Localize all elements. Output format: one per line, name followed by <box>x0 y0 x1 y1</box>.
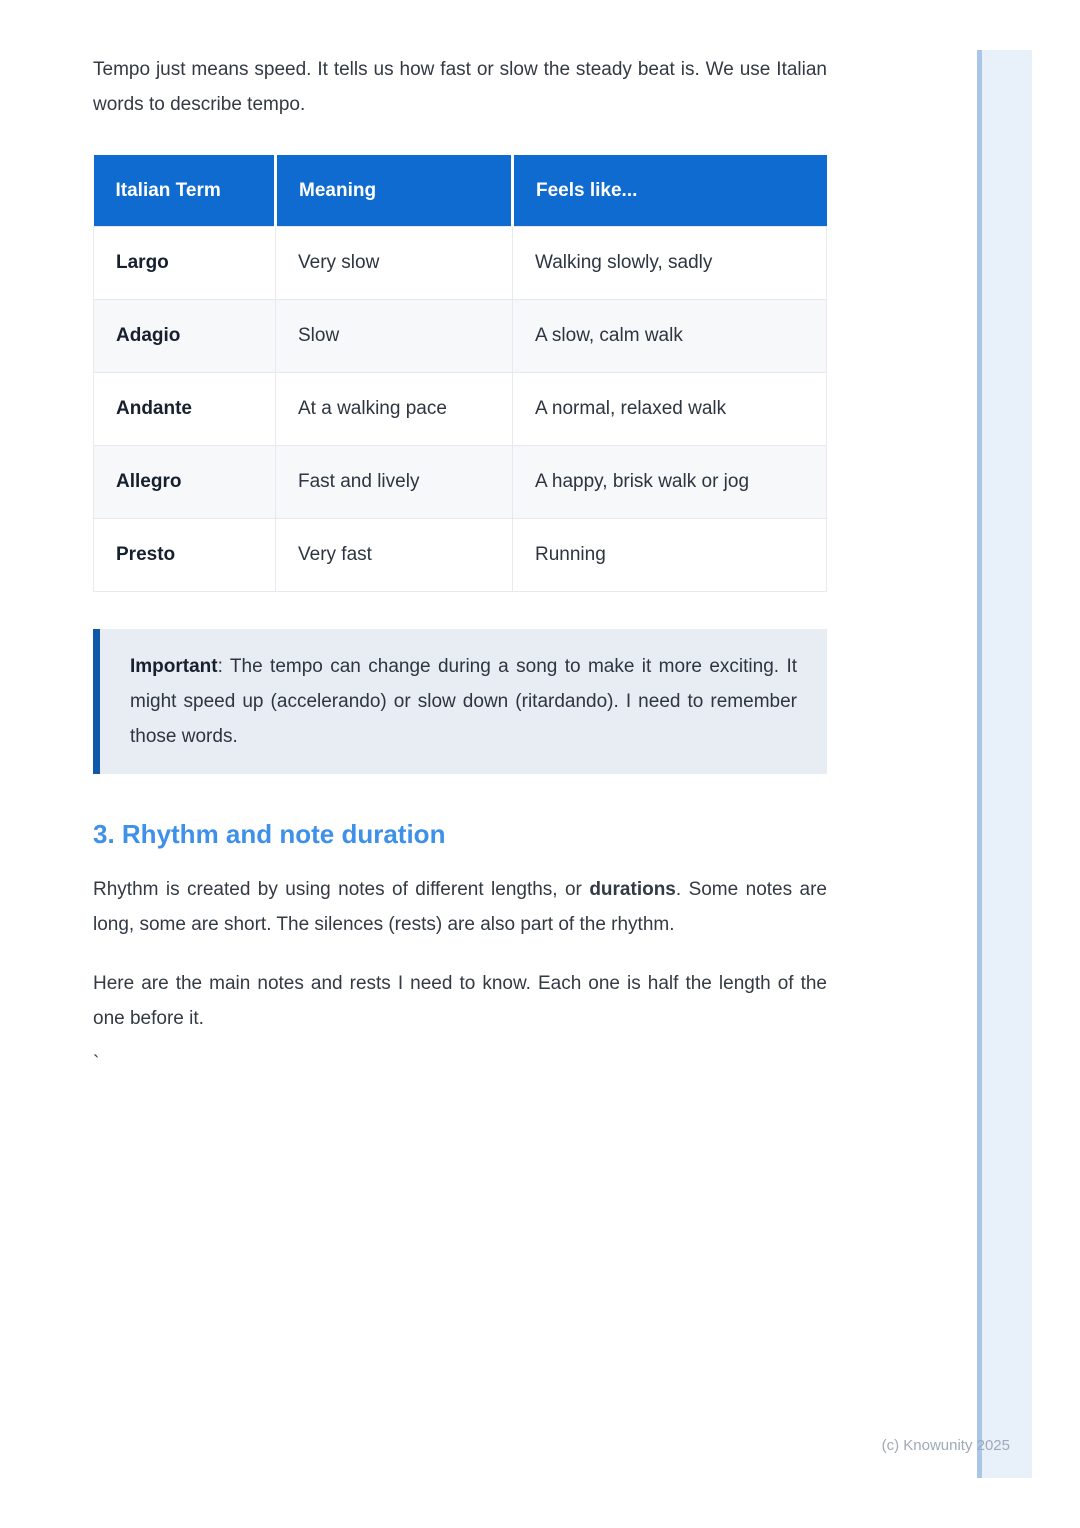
tempo-table-header-row <box>94 155 827 227</box>
callout-label: Important <box>130 656 218 677</box>
term-cell: Adagio <box>94 300 276 373</box>
feels-like-cell: Walking slowly, sadly <box>513 227 827 300</box>
table-row-presto <box>94 519 827 592</box>
copyright-notice: (c) Knowunity 2025 <box>881 1437 1010 1454</box>
stray-backtick-character: ` <box>93 1053 100 1074</box>
term-cell: Presto <box>94 519 276 592</box>
rhythm-paragraph-start: Rhythm is created by using notes of different lengths, or <box>93 879 590 900</box>
notes-intro-paragraph: Here are the main notes and rests I need to know. Each one is half the length of the one before it. <box>93 973 827 1029</box>
section-heading-rhythm: 3. Rhythm and note duration <box>93 819 446 849</box>
term-cell: Andante <box>94 373 276 446</box>
column-header-meaning: Meaning <box>276 155 513 227</box>
table-row-allegro <box>94 446 827 519</box>
term-cell: Largo <box>94 227 276 300</box>
durations-bold-text: durations <box>589 879 676 900</box>
feels-like-cell: A slow, calm walk <box>513 300 827 373</box>
rhythm-paragraph <box>93 872 827 942</box>
meaning-cell: At a walking pace <box>276 373 513 446</box>
feels-like-cell: Running <box>513 519 827 592</box>
intro-paragraph: Tempo just means speed. It tells us how fast or slow the steady beat is. We use Italian words to describe tempo. <box>93 59 827 115</box>
feels-like-cell: A normal, relaxed walk <box>513 373 827 446</box>
term-cell: Allegro <box>94 446 276 519</box>
table-row-largo <box>94 227 827 300</box>
column-header-italian-term: Italian Term <box>94 155 276 227</box>
document-content <box>93 52 827 1074</box>
table-row-adagio <box>94 300 827 373</box>
table-row-andante <box>94 373 827 446</box>
meaning-cell: Very fast <box>276 519 513 592</box>
meaning-cell: Very slow <box>276 227 513 300</box>
callout-text: : The tempo can change during a song to make it more exciting. It might speed up (accelerando) or slow down (ritardando). I need to remember those words. <box>130 656 797 747</box>
important-callout <box>93 629 827 774</box>
feels-like-cell: A happy, brisk walk or jog <box>513 446 827 519</box>
column-header-feels-like: Feels like... <box>513 155 827 227</box>
rhythm-paragraph-end: . Some notes are long, some are short. The silences (rests) are also part of the rhythm. <box>93 879 827 935</box>
meaning-cell: Slow <box>276 300 513 373</box>
page-edge-strip <box>977 50 1032 1478</box>
tempo-table <box>93 155 827 592</box>
meaning-cell: Fast and lively <box>276 446 513 519</box>
